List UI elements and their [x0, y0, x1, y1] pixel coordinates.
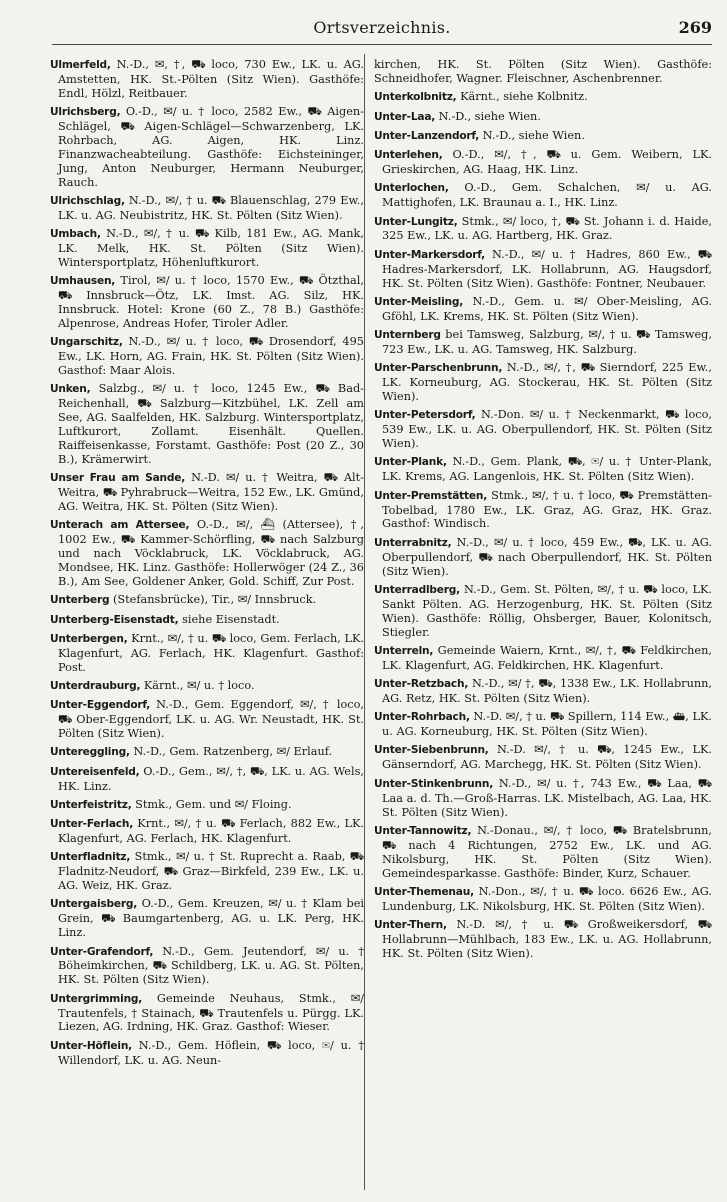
place-entry — [374, 677, 712, 706]
place-name: Ulrichsberg, — [50, 106, 121, 119]
place-description: N.-D., Gem. Plank, ⛟, ✉/ u. † Unter-Plank, LK. Krems, AG. Langenlois, HK. St. Pölten (Sitz Wien). — [382, 455, 712, 484]
place-description: N.-D., ✉/ u. † loco, ⛟ Drosendorf, 495 Ew., LK. Horn, AG. Frain, HK. St. Pölten (Sitz Wien). Gasthof: Maar Alois. — [58, 335, 364, 378]
place-entry — [374, 248, 712, 291]
place-description: N.-D., ✉/ u. †, 743 Ew., ⛟ Laa, ⛟ Laa a. d. Th.—Groß-Harras. LK. Mistelbach, AG. Laa, HK. St. Pölten (Sitz Wien). — [382, 776, 712, 819]
place-name: Unter-Rohrbach, — [374, 711, 470, 724]
place-name: Unterradlberg, — [374, 583, 461, 596]
place-entry — [374, 918, 712, 961]
place-name: Unter-Laa, — [374, 110, 436, 123]
page-number: 269 — [678, 18, 712, 37]
place-name: Ulmerfeld, — [50, 59, 111, 71]
place-description: N.-D., ✉/ u. † Hadres, 860 Ew., ⛟ Hadres-Markersdorf, LK. Hollabrunn, AG. Haugsdorf, HK. St. Pölten (Sitz Wien). Gasthöfe: Fontner, Neubauer. — [382, 247, 712, 290]
place-description: N.-D. ✉/, † u. ⛟, 1245 Ew., LK. Gänserndorf, AG. Marchegg, HK. St. Pölten (Sitz Wien). — [382, 743, 712, 772]
place-name: Unterlehen, — [374, 149, 443, 162]
place-entry — [50, 518, 364, 589]
place-entry — [374, 58, 712, 86]
place-description: O.-D., Gem., ✉/, †, ⛟, LK. u. AG. Wels, HK. Linz. — [58, 764, 364, 793]
place-entry — [50, 798, 364, 813]
place-description: N.-D., Gem. Höflein, ⛟ loco, ✉/ u. † Willendorf, LK. u. AG. Neun- — [58, 1038, 364, 1067]
place-entry — [374, 148, 712, 177]
place-entry — [50, 593, 364, 608]
place-name: Unter-Parschenbrunn, — [374, 362, 503, 375]
place-entry — [374, 710, 712, 739]
place-description: O.-D., ✉/ u. † loco, 2582 Ew., ⛟ Aigen-Schlägel, ⛟ Aigen-Schlägel—Schwarzenberg, LK. Rohrbach, AG. Aigen, HK. Linz. Finanzwacheabteilung. Gasthöfe: Eichsteininger, Jung, Anton Neuburger, Hermann Neuburger, Rauch. — [58, 105, 364, 189]
place-description: O.-D., ✉/, ⛴ (Attersee), †, 1002 Ew., ⛟ Kammer-Schörfling, ⛟ nach Salzburg und nach Vöcklabruck, LK. Vöcklabruck, AG. Mondsee, HK. Linz. Gasthöfe: Hollerwöger (24 Z., 36 B.), Am See, Goldener Anker, Gold. Schiff, Zur Post. — [58, 518, 364, 588]
place-description: Stmk., ✉/, † u. † loco, ⛟ Premstätten-Tobelbad, 1780 Ew., LK. Graz, AG. Graz, HK. Graz. Gasthof: Windisch. — [382, 488, 712, 531]
place-name: Unken, — [50, 383, 91, 396]
place-name: Unterkolbnitz, — [374, 91, 457, 104]
place-description: siehe Eisenstadt. — [178, 612, 280, 626]
place-description: N.-D., Gem. Eggendorf, ✉/, † loco, ⛟ Ober-Eggendorf, LK. u. AG. Wr. Neustadt, HK. St. Pölten (Sitz Wien). — [58, 698, 364, 741]
place-description: N.-D., siehe Wien. — [435, 109, 541, 123]
place-entry — [50, 850, 364, 893]
place-name: Unter-Tannowitz, — [374, 824, 472, 837]
place-entry — [374, 583, 712, 640]
place-name: Unterfladnitz, — [50, 851, 131, 864]
place-entry — [50, 817, 364, 846]
place-entry — [374, 328, 712, 357]
place-name: Untereisenfeld, — [50, 765, 140, 778]
place-description: N.-D., ✉/ u. † loco, 459 Ew., ⛟, LK. u. AG. Oberpullendorf, ⛟ nach Oberpullendorf, HK. St. Pölten (Sitz Wien). — [382, 535, 712, 578]
place-description: Gemeinde Neuhaus, Stmk., ✉/ Trautenfels, † Stainach, ⛟ Trautenfels u. Pürgg. LK. Liezen, AG. Irdning, HK. Graz. Gasthof: Wieser. — [58, 991, 364, 1034]
place-description: Salzbg., ✉/ u. † loco, 1245 Ew., ⛟ Bad-Reichenhall, ⛟ Salzburg—Kitzbühel, LK. Zell am See, AG. Saalfelden, HK. Salzburg. Wintersportplatz, Luftkurort, Zollamt. Eisenhält. Quellen. Raiffeisenkasse, Forstamt. Gasthöfe: Post (20 Z., 30 B.), Krämerwirt. — [58, 382, 364, 466]
place-entry — [50, 613, 364, 628]
place-name: Unter-Höflein, — [50, 1039, 132, 1052]
place-name: Unter-Ferlach, — [50, 818, 134, 831]
place-name: Unter-Thern, — [374, 919, 447, 932]
place-name: Ulrichschlag, — [50, 194, 125, 207]
place-name: Unterberg — [50, 594, 110, 607]
place-name: Unterdrauburg, — [50, 679, 141, 692]
place-description: N.-D., ✉, †, ⛟ loco, 730 Ew., LK. u. AG. Amstetten, HK. St.-Pölten (Sitz Wien). Gasthöfe: Endl, Hölzl, Reitbauer. — [58, 58, 364, 100]
place-description: N.-Donau., ✉/, † loco, ⛟ Bratelsbrunn, ⛟ nach 4 Richtungen, 2752 Ew., LK. und AG. Nikolsburg, HK. St. Pölten (Sitz Wien). Gemeindesparkasse. Gasthöfe: Binder, Kurz, Schauer. — [382, 823, 712, 880]
place-name: Unter-Lanzendorf, — [374, 129, 480, 142]
header-rule — [52, 44, 712, 45]
place-entry — [50, 227, 364, 270]
place-entry — [374, 489, 712, 532]
page-title: Ortsverzeichnis. — [313, 18, 451, 37]
place-entry — [50, 335, 364, 378]
place-name: Umbach, — [50, 228, 101, 241]
place-name: Unter-Markersdorf, — [374, 248, 485, 261]
place-description: kirchen, HK. St. Pölten (Sitz Wien). Gasthöfe: Schneidhofer, Wagner. Fleischner, Aschenbrenner. — [374, 58, 712, 85]
place-entry — [50, 1039, 364, 1068]
place-description: N.-Don. ✉/ u. † Neckenmarkt, ⛟ loco, 539 Ew., LK. u. AG. Oberpullendorf, HK. St. Pölten (Sitz Wien). — [382, 408, 712, 451]
place-description: Kärnt., siehe Kolbnitz. — [456, 90, 588, 104]
place-entry — [50, 679, 364, 694]
place-name: Unter-Petersdorf, — [374, 409, 476, 422]
place-description: N.-D., ✉/, † u. ⛟ Kilb, 181 Ew., AG. Mank, LK. Melk, HK. St. Pölten (Sitz Wien). Wintersportplatz, Höhenluftkurort. — [58, 227, 364, 269]
place-name: Unterreln, — [374, 644, 434, 657]
place-name: Unter-Siebenbrunn, — [374, 744, 489, 757]
page-header — [52, 8, 712, 44]
place-description: N.-D., Gem. u. ✉/ Ober-Meisling, AG. Gföhl, LK. Krems, HK. St. Pölten (Sitz Wien). — [382, 294, 712, 323]
place-entry — [50, 194, 364, 223]
place-entry — [50, 105, 364, 189]
place-name: Unter-Retzbach, — [374, 678, 469, 691]
place-name: Unter-Stinkenbrunn, — [374, 777, 494, 790]
place-entry — [374, 181, 712, 210]
place-name: Unterach am Attersee, — [50, 519, 190, 532]
place-entry — [374, 455, 712, 484]
place-description: Stmk., ✉/ loco, †, ⛟ St. Johann i. d. Haide, 325 Ew., LK. u. AG. Hartberg, HK. Graz. — [382, 214, 712, 243]
place-name: Unter-Eggendorf, — [50, 699, 151, 712]
place-entry — [374, 295, 712, 324]
place-entry — [50, 945, 364, 988]
place-description: O.-D., ✉/, †, ⛟ u. Gem. Weibern, LK. Grieskirchen, AG. Haag, HK. Linz. — [382, 148, 712, 176]
place-entry — [374, 129, 712, 144]
place-name: Unter-Grafendorf, — [50, 945, 154, 958]
place-name: Unser Frau am Sande, — [50, 472, 186, 485]
place-description: N.-Don., ✉/, † u. ⛟ loco. 6626 Ew., AG. Lundenburg, LK. Nikolsburg, HK. St. Pölten (Sitz Wien). — [382, 884, 712, 913]
place-name: Unter-Lungitz, — [374, 215, 458, 228]
place-name: Unterrabnitz, — [374, 536, 452, 549]
place-description: O.-D., Gem. Kreuzen, ✉/ u. † Klam bei Grein, ⛟ Baumgartenberg, AG. u. LK. Perg, HK. Linz. — [58, 897, 364, 940]
place-description: N.-D., ✉/, †, ⛟ Sierndorf, 225 Ew., LK. Korneuburg, AG. Stockerau, HK. St. Pölten (Sitz Wien). — [382, 361, 712, 404]
place-description: N.-D. ✉/, † u. ⛟ Spillern, 114 Ew., ⛴, LK. u. AG. Korneuburg, HK. St. Pölten (Sitz Wien). — [382, 710, 712, 739]
place-description: Tirol, ✉/ u. † loco, 1570 Ew., ⛟ Ötzthal, ⛟ Innsbruck—Ötz, LK. Imst. AG. Silz, HK. Innsbruck. Hotel: Krone (60 Z., 78 B.) Gasthöfe: Alpenrose, Andreas Hofer, Tiroler Adler. — [58, 274, 364, 330]
place-description: N.-D., Gem. Jeutendorf, ✉/ u. † Böheimkirchen, ⛟ Schildberg, LK. u. AG. St. Pölten, HK. St. Pölten (Sitz Wien). — [58, 944, 364, 987]
place-description: O.-D., Gem. Schalchen, ✉/ u. AG. Mattighofen, LK. Braunau a. I., HK. Linz. — [382, 181, 712, 210]
place-name: Umhausen, — [50, 275, 116, 288]
place-entry — [374, 408, 712, 451]
place-entry — [374, 743, 712, 772]
place-name: Untergaisberg, — [50, 898, 138, 911]
place-description: Kärnt., ✉/ u. † loco. — [140, 678, 255, 692]
place-entry — [374, 90, 712, 105]
place-name: Unterfeistritz, — [50, 798, 132, 811]
place-entry — [50, 698, 364, 741]
place-description: N.-D., ✉/ †, ⛟, 1338 Ew., LK. Hollabrunn, AG. Retz, HK. St. Pölten (Sitz Wien). — [382, 677, 712, 705]
place-description: N.-D., ✉/, † u. ⛟ Blauenschlag, 279 Ew., LK. u. AG. Neubistritz, HK. St. Pölten (Sitz Wien). — [58, 193, 364, 222]
place-description: Krnt., ✉/, † u. ⛟ Ferlach, 882 Ew., LK. Klagenfurt, AG. Ferlach, HK. Klagenfurt. — [58, 817, 364, 846]
left-column — [50, 58, 364, 1072]
place-name: Unterlochen, — [374, 182, 449, 195]
place-description: Stmk., ✉/ u. † St. Ruprecht a. Raab, ⛟ Fladnitz-Neudorf, ⛟ Graz—Birkfeld, 239 Ew., LK. u. AG. Weiz, HK. Graz. — [58, 850, 364, 893]
place-entry — [50, 274, 364, 331]
place-description: Krnt., ✉/, † u. ⛟ loco, Gem. Ferlach, LK. Klagenfurt, AG. Ferlach, HK. Klagenfurt. Gasthof: Post. — [58, 631, 364, 674]
column-divider — [364, 54, 365, 1190]
place-entry — [374, 361, 712, 404]
place-description: (Stefansbrücke), Tir., ✉/ Innsbruck. — [109, 593, 317, 607]
place-entry — [50, 471, 364, 514]
place-entry — [374, 777, 712, 820]
place-name: Unter-Meisling, — [374, 295, 464, 308]
place-name: Unterbergen, — [50, 632, 128, 645]
place-entry — [50, 58, 364, 101]
place-entry — [50, 382, 364, 466]
place-description: N.-D., Gem. Ratzenberg, ✉/ Erlauf. — [129, 745, 333, 759]
place-entry — [374, 644, 712, 673]
place-description: N.-D., Gem. St. Pölten, ✉/, † u. ⛟ loco, LK. Sankt Pölten. AG. Herzogenburg, HK. St. Pölten (Sitz Wien). Gasthöfe: Röllig, Ohsberger, Bauer, Kolonitsch, Stiegler. — [382, 582, 712, 639]
place-entry — [374, 536, 712, 579]
place-entry — [50, 897, 364, 940]
place-name: Untereggling, — [50, 746, 130, 759]
place-entry — [50, 632, 364, 675]
place-entry — [374, 215, 712, 244]
place-name: Unternberg — [374, 329, 441, 342]
place-name: Unter-Plank, — [374, 456, 447, 469]
place-name: Ungarschitz, — [50, 336, 123, 349]
place-entry — [374, 885, 712, 914]
place-description: N.-D. ✉/, † u. ⛟ Großweikersdorf, ⛟ Hollabrunn—Mühlbach, 183 Ew., LK. u. AG. Hollabrunn, HK. St. Pölten (Sitz Wien). — [382, 918, 712, 960]
place-name: Unter-Premstätten, — [374, 489, 488, 502]
place-entry — [374, 110, 712, 125]
place-name: Unterberg-Eisenstadt, — [50, 613, 179, 626]
place-description: N.-D., siehe Wien. — [479, 128, 585, 142]
place-entry — [50, 765, 364, 794]
place-entry — [50, 745, 364, 760]
place-name: Untergrimming, — [50, 992, 143, 1005]
place-entry — [374, 824, 712, 881]
place-description: Stmk., Gem. und ✉/ Floing. — [131, 797, 292, 811]
right-column — [374, 58, 712, 965]
place-name: Unter-Themenau, — [374, 885, 474, 898]
place-description: Gemeinde Waiern, Krnt., ✉/, †, ⛟ Feldkirchen, LK. Klagenfurt, AG. Feldkirchen, HK. Klagenfurt. — [382, 643, 712, 672]
place-description: N.-D. ✉/ u. † Weitra, ⛟ Alt-Weitra, ⛟ Pyhrabruck—Weitra, 152 Ew., LK. Gmünd, AG. Weitra, HK. St. Pölten (Sitz Wien). — [58, 471, 364, 514]
place-description: bei Tamsweg, Salzburg, ✉/, † u. ⛟ Tamsweg, 723 Ew., LK. u. AG. Tamsweg, HK. Salzburg. — [382, 328, 712, 356]
place-entry — [50, 992, 364, 1035]
